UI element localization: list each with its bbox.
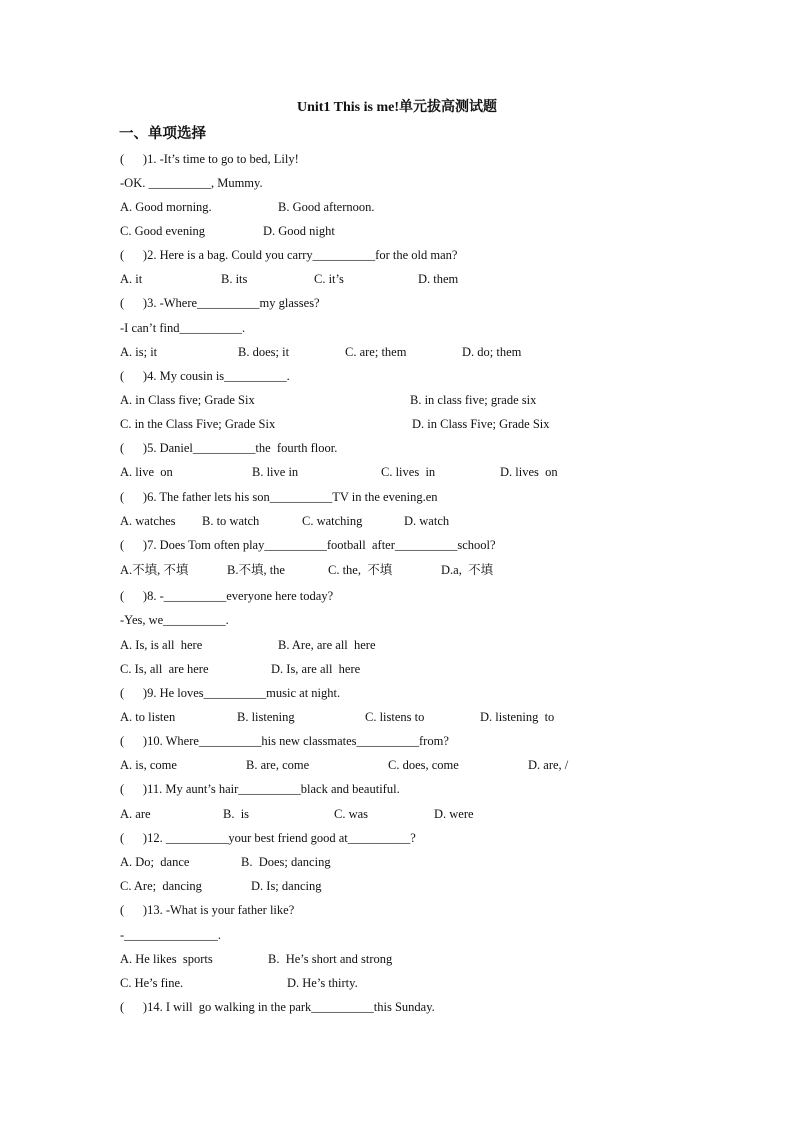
- answer-option: A. He likes sports: [120, 952, 213, 966]
- answer-option: B. Good afternoon.: [278, 200, 375, 214]
- answer-option: D. He’s thirty.: [287, 976, 358, 990]
- question-line: -Yes, we__________.: [120, 613, 229, 627]
- answer-option: C. it’s: [314, 272, 344, 286]
- answer-option: B. to watch: [202, 514, 260, 528]
- answer-option: A. it: [120, 272, 143, 286]
- answer-option: A. in Class five; Grade Six: [120, 393, 255, 407]
- answer-option: A.不填, 不填: [120, 563, 189, 577]
- question-line: ( )10. Where__________his new classmates__________from?: [120, 734, 449, 748]
- question-line: ( )3. -Where__________my glasses?: [120, 296, 320, 310]
- question-line: ( )6. The father lets his son__________TV in the evening.en: [120, 490, 438, 504]
- question-line: ( )2. Here is a bag. Could you carry__________for the old man?: [120, 248, 458, 262]
- question-line: ( )11. My aunt’s hair__________black and beautiful.: [120, 782, 400, 796]
- question-line: ( )13. -What is your father like?: [120, 903, 295, 917]
- question-line: ( )7. Does Tom often play__________football after__________school?: [120, 538, 496, 552]
- answer-option: C. does, come: [388, 758, 459, 772]
- answer-option: C. the, 不填: [328, 563, 393, 577]
- question-line: -OK. __________, Mummy.: [120, 176, 263, 190]
- answer-option: A. are: [120, 807, 151, 821]
- answer-option: D. Is, are all here: [271, 662, 361, 676]
- answer-option: D. listening to: [480, 710, 555, 724]
- answer-option: B. in class five; grade six: [410, 393, 537, 407]
- answer-option: B. Are, are all here: [278, 638, 376, 652]
- answer-option: D. were: [434, 807, 474, 821]
- answer-option: D. watch: [404, 514, 450, 528]
- answer-option: C. Are; dancing: [120, 879, 202, 893]
- answer-option: A. Is, is all here: [120, 638, 203, 652]
- question-line: -I can’t find__________.: [120, 321, 246, 335]
- answer-option: C. Good evening: [120, 224, 206, 238]
- question-line: -_______________.: [120, 928, 222, 942]
- answer-option: B. live in: [252, 465, 299, 479]
- answer-option: A. live on: [120, 465, 173, 479]
- answer-option: B.不填, the: [227, 563, 285, 577]
- section-heading: 一、单项选择: [119, 126, 206, 142]
- answer-option: D. them: [418, 272, 459, 286]
- answer-option: B. He’s short and strong: [268, 952, 393, 966]
- answer-option: A. watches: [120, 514, 176, 528]
- answer-option: D.a, 不填: [441, 563, 494, 577]
- answer-option: C. watching: [302, 514, 363, 528]
- answer-option: C. listens to: [365, 710, 425, 724]
- answer-option: D. Is; dancing: [251, 879, 322, 893]
- answer-option: C. was: [334, 807, 369, 821]
- question-line: ( )8. -__________everyone here today?: [120, 589, 334, 603]
- question-line: ( )14. I will go walking in the park__________this Sunday.: [120, 1000, 435, 1014]
- answer-option: A. is; it: [120, 345, 158, 359]
- question-line: ( )5. Daniel__________the fourth floor.: [120, 441, 338, 455]
- answer-option: D. do; them: [462, 345, 522, 359]
- question-line: ( )12. __________your best friend good at__________?: [120, 831, 416, 845]
- answer-option: B. Does; dancing: [241, 855, 331, 869]
- answer-option: B. is: [223, 807, 250, 821]
- answer-option: A. to listen: [120, 710, 176, 724]
- answer-option: B. are, come: [246, 758, 310, 772]
- page-title: Unit1 This is me!单元拔高测试题: [296, 100, 498, 115]
- answer-option: A. Good morning.: [120, 200, 212, 214]
- question-line: ( )4. My cousin is__________.: [120, 369, 290, 383]
- answer-option: B. does; it: [238, 345, 290, 359]
- answer-option: C. He’s fine.: [120, 976, 184, 990]
- answer-option: C. in the Class Five; Grade Six: [120, 417, 276, 431]
- answer-option: B. listening: [237, 710, 295, 724]
- answer-option: D. are, /: [528, 758, 569, 772]
- answer-option: A. Do; dance: [120, 855, 190, 869]
- answer-option: D. in Class Five; Grade Six: [412, 417, 550, 431]
- answer-option: C. Is, all are here: [120, 662, 209, 676]
- answer-option: D. lives on: [500, 465, 558, 479]
- question-line: ( )1. -It’s time to go to bed, Lily!: [120, 152, 299, 166]
- question-line: ( )9. He loves__________music at night.: [120, 686, 341, 700]
- answer-option: C. are; them: [345, 345, 407, 359]
- answer-option: C. lives in: [381, 465, 436, 479]
- answer-option: A. is, come: [120, 758, 177, 772]
- answer-option: B. its: [221, 272, 248, 286]
- answer-option: D. Good night: [263, 224, 335, 238]
